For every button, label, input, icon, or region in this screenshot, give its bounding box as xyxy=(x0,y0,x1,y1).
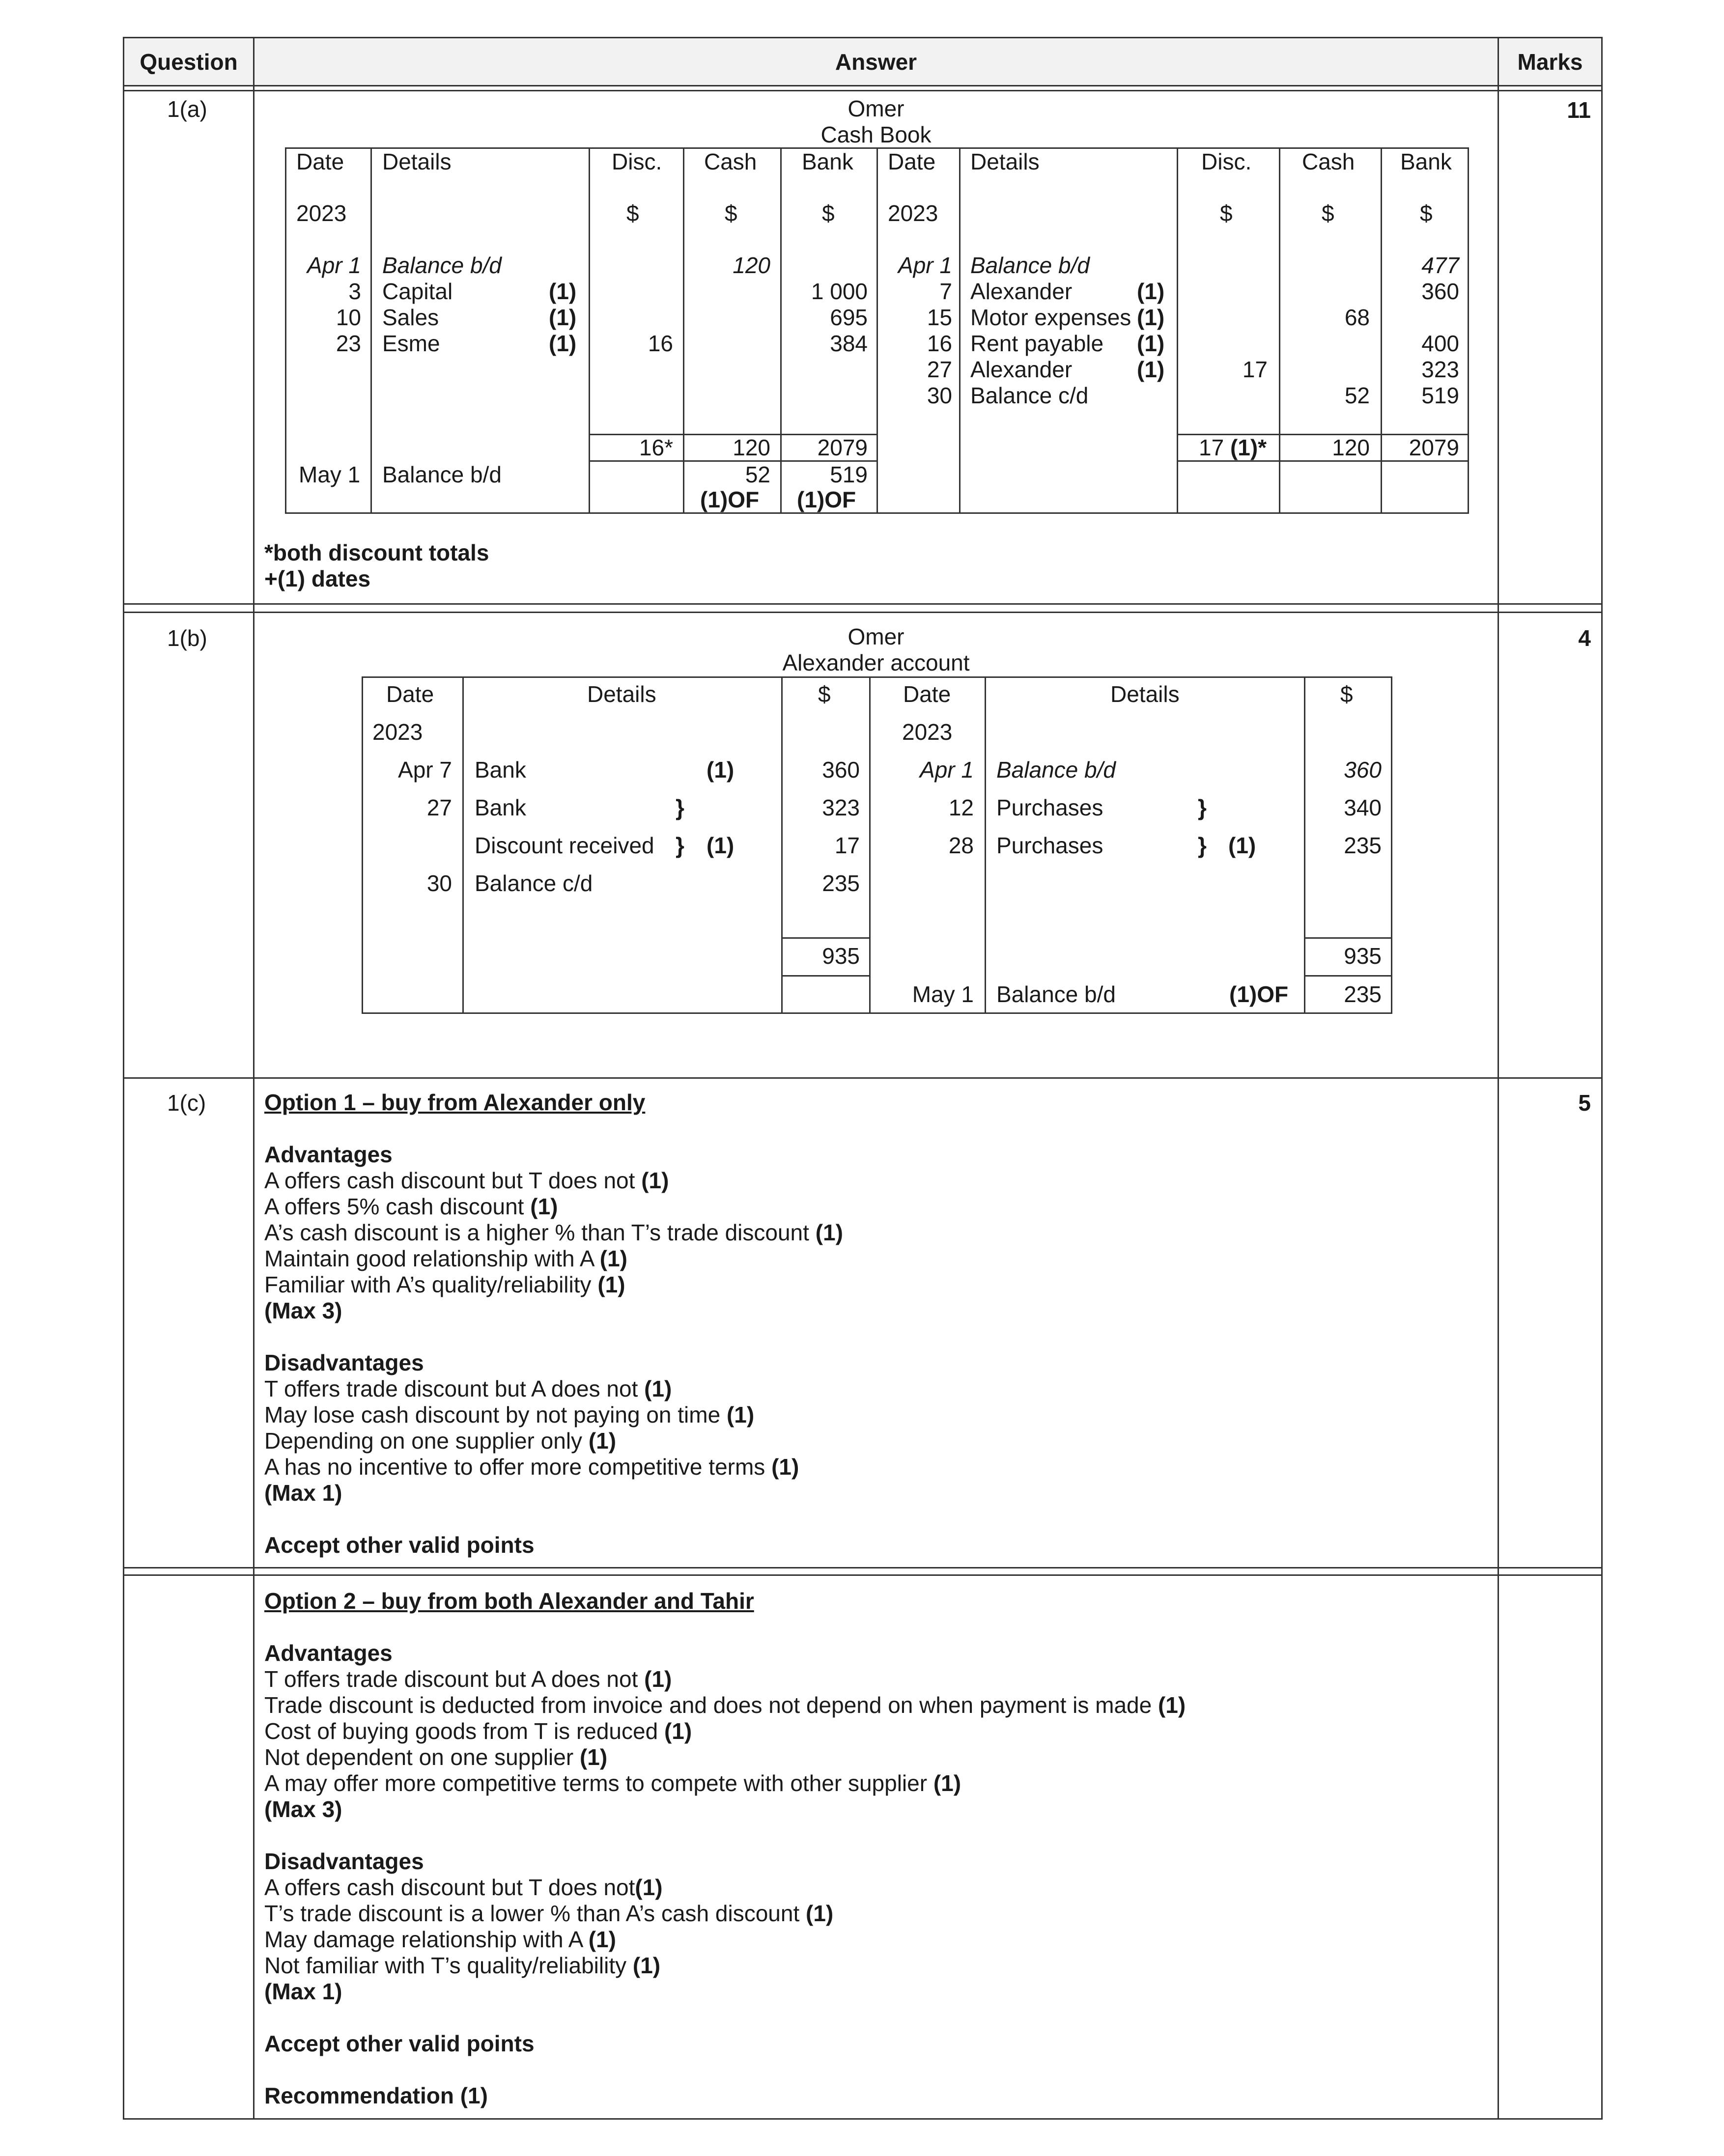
brace: } xyxy=(1198,795,1207,820)
entry-details: Alexander xyxy=(970,357,1073,382)
mark-indicator: (1)OF xyxy=(700,487,760,512)
col-details: Details xyxy=(587,681,656,707)
mark-indicator: (1) xyxy=(530,1194,558,1219)
entry-cash: 52 xyxy=(745,462,770,487)
mark-indicator: (1) xyxy=(1228,833,1256,858)
list-item: T’s trade discount is a lower % than A’s cash discount (1) xyxy=(264,1901,834,1926)
entry-date: Apr 1 xyxy=(920,757,974,783)
brace: } xyxy=(1198,833,1207,858)
entry-bank: 1 000 xyxy=(811,279,868,304)
list-item: A may offer more competitive terms to compete with other supplier (1) xyxy=(264,1770,961,1796)
total-bank: 2079 xyxy=(1409,435,1459,460)
mark-indicator: (1) xyxy=(644,1666,672,1692)
total-bank: 2079 xyxy=(817,435,868,460)
entry-details: Discount received xyxy=(475,833,654,858)
list-item: May lose cash discount by not paying on time (1) xyxy=(264,1402,755,1428)
entry-date: Apr 1 xyxy=(307,252,361,278)
entry-cash: 120 xyxy=(733,252,770,278)
mark-indicator: (1) xyxy=(588,1927,616,1952)
list-item: A’s cash discount is a higher % than T’s trade discount (1) xyxy=(264,1220,843,1245)
cash-book-title xyxy=(254,96,1498,148)
entry-date: 12 xyxy=(948,795,974,820)
entry-cash: 52 xyxy=(1344,383,1370,408)
mark-indicator: (1) xyxy=(599,1246,628,1271)
total-amount: 935 xyxy=(822,943,860,969)
mark-indicator: (1) xyxy=(664,1718,692,1744)
grid-line xyxy=(123,85,1603,86)
advantages-heading: Advantages xyxy=(264,1640,393,1666)
entry-disc: 17 xyxy=(1242,357,1268,382)
list-item: A offers 5% cash discount (1) xyxy=(264,1194,558,1219)
col-details: Details xyxy=(970,149,1040,174)
total-amount: 935 xyxy=(1344,943,1382,969)
mark-indicator: (1) xyxy=(549,305,577,330)
grid-line xyxy=(123,1567,1603,1568)
recommendation: Recommendation (1) xyxy=(264,2083,488,2108)
grid-line xyxy=(123,603,1603,605)
mark-indicator: (1) xyxy=(1137,357,1165,382)
mark-indicator: (1) xyxy=(707,833,735,858)
total-disc: 16* xyxy=(639,435,673,460)
entry-details: Esme xyxy=(382,331,440,356)
grid-line xyxy=(123,2118,1603,2120)
grid-line xyxy=(123,612,1603,613)
entry-date: 27 xyxy=(426,795,452,820)
brace: } xyxy=(676,833,684,858)
mark-indicator: (1) xyxy=(641,1168,669,1193)
entry-amount: 340 xyxy=(1344,795,1382,820)
option-1-block xyxy=(264,1090,843,1558)
entry-bank: 477 xyxy=(1421,252,1459,278)
brace: } xyxy=(676,795,684,820)
year: 2023 xyxy=(372,719,423,745)
entry-details: Balance b/d xyxy=(970,252,1090,278)
col-bank: Bank xyxy=(802,149,853,174)
mark-indicator: (1) xyxy=(815,1220,843,1245)
max-marks: (Max 3) xyxy=(264,1796,342,1822)
entry-details: Purchases xyxy=(996,833,1103,858)
entry-amount: 360 xyxy=(1344,757,1382,783)
currency: $ xyxy=(1420,200,1433,226)
col-date: Date xyxy=(903,681,951,707)
mark-indicator: (1) xyxy=(588,1428,617,1454)
col-date: Date xyxy=(296,149,344,174)
note: +(1) dates xyxy=(264,566,371,591)
entry-amount: 323 xyxy=(822,795,860,820)
mark-indicator: (1) xyxy=(579,1744,608,1770)
col-bank: Bank xyxy=(1400,149,1452,174)
entry-details: Balance b/d xyxy=(382,462,502,487)
entry-date: 3 xyxy=(348,279,361,304)
account-name: Alexander account xyxy=(782,650,970,675)
year: 2023 xyxy=(296,200,347,226)
option-2-block xyxy=(264,1588,1186,2109)
entry-details: Capital xyxy=(382,279,453,304)
mark-indicator: (1) xyxy=(1158,1692,1186,1718)
year: 2023 xyxy=(888,200,938,226)
mark-indicator: (1) xyxy=(1137,279,1165,304)
mark-indicator: (1) xyxy=(597,1272,625,1297)
entry-amount: 235 xyxy=(1344,833,1382,858)
year: 2023 xyxy=(902,719,953,745)
list-item: Cost of buying goods from T is reduced (1) xyxy=(264,1718,692,1744)
entry-amount: 17 xyxy=(834,833,860,858)
mark-indicator: (1) xyxy=(933,1770,961,1796)
owner-name: Omer xyxy=(848,96,904,121)
currency: $ xyxy=(626,200,639,226)
list-item: Not familiar with T’s quality/reliability (1) xyxy=(264,1953,661,1978)
grid-line xyxy=(123,90,1603,91)
marks-header: Marks xyxy=(1517,49,1583,75)
entry-details: Balance b/d xyxy=(382,252,502,278)
question-label: 1(b) xyxy=(167,625,207,651)
accept-note: Accept other valid points xyxy=(264,1532,535,1558)
max-marks: (Max 1) xyxy=(264,1480,342,1506)
entry-date: 10 xyxy=(336,305,361,330)
col-details: Details xyxy=(1110,681,1180,707)
mark-indicator: (1) xyxy=(707,757,735,783)
entry-details: Motor expenses xyxy=(970,305,1131,330)
total-disc-value: 17 xyxy=(1199,435,1224,460)
entry-date: 23 xyxy=(336,331,361,356)
entry-date: 30 xyxy=(927,383,952,408)
col-disc: Disc. xyxy=(1201,149,1252,174)
list-item: A offers cash discount but T does not (1) xyxy=(264,1168,669,1193)
entry-details: Sales xyxy=(382,305,439,330)
entry-date: 30 xyxy=(426,870,452,896)
list-item: Maintain good relationship with A (1) xyxy=(264,1246,628,1271)
currency: $ xyxy=(725,200,737,226)
disadvantages-heading: Disadvantages xyxy=(264,1848,424,1874)
col-cash: Cash xyxy=(704,149,757,174)
advantages-heading: Advantages xyxy=(264,1142,393,1167)
list-item: May damage relationship with A (1) xyxy=(264,1927,616,1952)
entry-amount: 360 xyxy=(822,757,860,783)
entry-details: Purchases xyxy=(996,795,1103,820)
mark-indicator: (1) xyxy=(635,1875,663,1900)
currency: $ xyxy=(1220,200,1233,226)
currency: $ xyxy=(822,200,835,226)
mark-indicator: (1) xyxy=(549,279,577,304)
mark-indicator: (1) xyxy=(1137,305,1165,330)
disadvantages-heading: Disadvantages xyxy=(264,1350,424,1375)
marks-value: 4 xyxy=(1578,625,1591,651)
mark-indicator: (1) xyxy=(549,331,577,356)
grid-line xyxy=(123,1077,1603,1079)
mark-indicator: (1) xyxy=(644,1376,672,1401)
entry-amount: 235 xyxy=(1344,981,1382,1007)
entry-details: Bank xyxy=(475,757,526,783)
entry-amount: 235 xyxy=(822,870,860,896)
entry-date: May 1 xyxy=(912,981,974,1007)
entry-cash: 68 xyxy=(1344,305,1370,330)
accept-note: Accept other valid points xyxy=(264,2031,535,2056)
max-marks: (Max 1) xyxy=(264,1979,342,2004)
marks-value: 5 xyxy=(1578,1090,1591,1116)
entry-bank: 519 xyxy=(830,462,868,487)
mark-indicator: (1)OF xyxy=(797,487,856,512)
list-item: A offers cash discount but T does not(1) xyxy=(264,1875,663,1900)
question-header: Question xyxy=(140,49,238,75)
entry-details: Balance c/d xyxy=(970,383,1089,408)
entry-bank: 400 xyxy=(1421,331,1459,356)
col-cash: Cash xyxy=(1302,149,1355,174)
list-item: T offers trade discount but A does not (1) xyxy=(264,1376,672,1401)
entry-date: 15 xyxy=(927,305,952,330)
entry-details: Balance c/d xyxy=(475,870,593,896)
note: *both discount totals xyxy=(264,540,489,565)
owner-name: Omer xyxy=(848,624,904,649)
grid-line xyxy=(123,1574,1603,1576)
marks-value: 11 xyxy=(1567,97,1591,123)
entry-date: May 1 xyxy=(299,462,361,487)
max-marks: (Max 3) xyxy=(264,1298,342,1323)
mark-indicator: (1) xyxy=(1137,331,1165,356)
option-heading: Option 2 – buy from both Alexander and Tahir xyxy=(264,1588,754,1614)
col-details: Details xyxy=(382,149,452,174)
list-item: Not dependent on one supplier (1) xyxy=(264,1744,608,1770)
entry-disc: 16 xyxy=(648,331,673,356)
entry-bank: 695 xyxy=(830,305,868,330)
currency: $ xyxy=(1322,200,1334,226)
list-item: Trade discount is deducted from invoice and does not depend on when payment is made (1) xyxy=(264,1692,1186,1718)
account-title xyxy=(254,624,1498,676)
mark-indicator: (1) xyxy=(771,1454,799,1480)
entry-date: Apr 7 xyxy=(398,757,452,783)
col-amount: $ xyxy=(1340,681,1353,707)
answer-header: Answer xyxy=(835,49,917,75)
mark-indicator: (1)* xyxy=(1230,435,1267,460)
entry-date: 27 xyxy=(927,357,952,382)
list-item: Depending on one supplier only (1) xyxy=(264,1428,617,1454)
col-amount: $ xyxy=(818,681,831,707)
entry-details: Alexander xyxy=(970,279,1073,304)
entry-bank: 323 xyxy=(1421,357,1459,382)
question-label: 1(a) xyxy=(167,96,207,122)
entry-details: Bank xyxy=(475,795,526,820)
entry-details: Rent payable xyxy=(970,331,1104,356)
question-label: 1(c) xyxy=(167,1090,206,1116)
entry-date: 28 xyxy=(948,833,974,858)
list-item: T offers trade discount but A does not (1) xyxy=(264,1666,672,1692)
entry-date: 7 xyxy=(939,279,952,304)
total-cash: 120 xyxy=(1332,435,1370,460)
entry-details: Balance b/d xyxy=(996,981,1116,1007)
book-name: Cash Book xyxy=(820,122,932,147)
col-date: Date xyxy=(386,681,434,707)
list-item: Familiar with A’s quality/reliability (1) xyxy=(264,1272,625,1297)
option-heading: Option 1 – buy from Alexander only xyxy=(264,1090,646,1115)
entry-details: Balance b/d xyxy=(996,757,1116,783)
mark-indicator: (1) xyxy=(726,1402,755,1428)
col-disc: Disc. xyxy=(612,149,662,174)
entry-bank: 519 xyxy=(1421,383,1459,408)
entry-date: Apr 1 xyxy=(898,252,952,278)
entry-date: 16 xyxy=(927,331,952,356)
mark-indicator: (1)OF xyxy=(1229,981,1289,1007)
entry-bank: 384 xyxy=(830,331,868,356)
mark-indicator: (1) xyxy=(806,1901,834,1926)
mark-indicator: (1) xyxy=(632,1953,661,1978)
col-date: Date xyxy=(888,149,936,174)
total-disc xyxy=(1199,435,1267,461)
total-cash: 120 xyxy=(733,435,770,460)
entry-bank: 360 xyxy=(1421,279,1459,304)
list-item: A has no incentive to offer more competitive terms (1) xyxy=(264,1454,799,1480)
